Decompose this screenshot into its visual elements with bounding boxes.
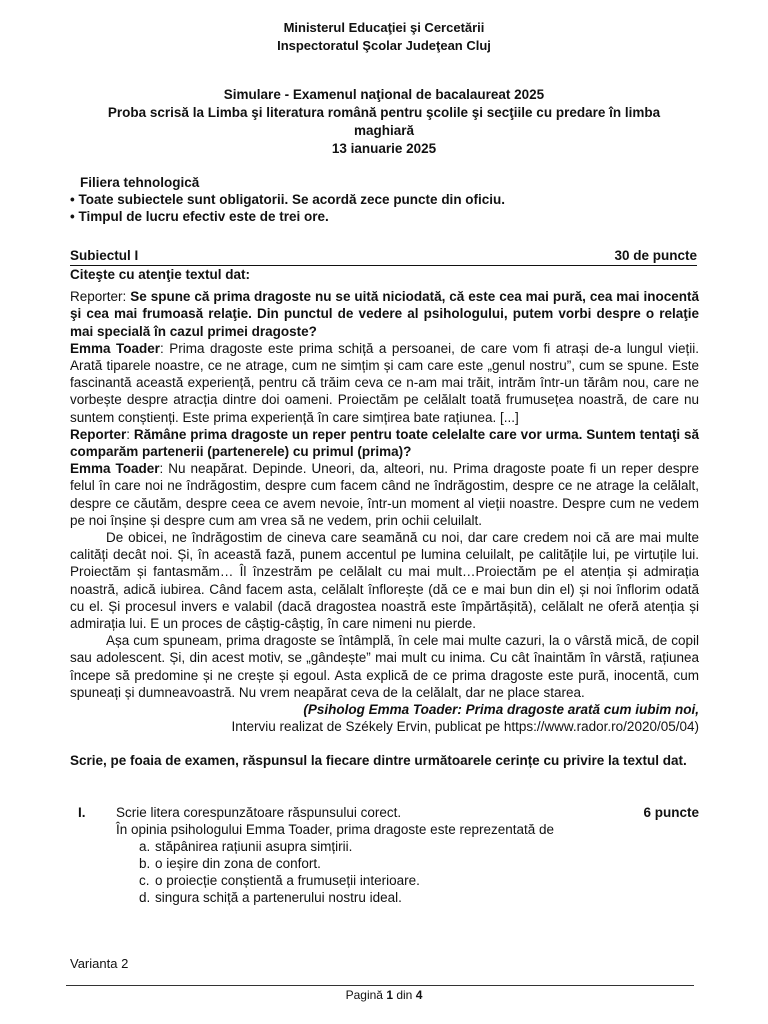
answer-options <box>139 838 699 906</box>
subject-heading <box>70 247 697 266</box>
rule-line-1: • Toate subiectele sunt obligatorii. Se acordă zece puncte din oficiu. <box>70 192 506 207</box>
filiera-label: Filiera tehnologică <box>80 175 200 190</box>
answer-option-a: a. stăpânirea rațiunii asupra simțirii. <box>139 839 353 854</box>
answer-paragraph-2: De obicei, ne îndrăgostim de cineva care seamănă cu noi, dar care credem noi că are mai multe calități decât noi. Și, în această fază, punem accentul pe lumina celuilalt, pe calitățile lui, pe virtuțile lui. Proiectăm și fantasmăm… Îl înzestrăm pe celălalt cu mai mult…Proiectăm pe el atenția și admirația noastră, adică iubirea. Când facem asta, celălalt înflorește (dă ce e mai bun din el) și noi înflorim odată cu el. Și procesul invers e valabil (dacă dragostea noastră este împărtășită), celălalt ne oferă atenția și admirația lui. E un proces de câștig-câștig, în care nimeni nu pierde. <box>70 530 699 632</box>
source-title: (Psiholog Emma Toader: Prima dragoste arată cum iubim noi, <box>303 702 699 718</box>
emma-answer-2: Emma Toader: Nu neapărat. Depinde. Uneori, da, alteori, nu. Prima dragoste poate fi un reper despre felul în care noi ne îndrăgostim, despre cum facem când ne îndrăgostim, despre ce ne atrage la celălalt, despre ce căutăm, despre ceea ce avem nevoie, într-un moment al vieții noastre. Despre cum ne vedem pe noi înșine și despre cum am vrea să ne vedem, prin ochii celuilalt. <box>70 461 699 528</box>
subject-points: 30 de puncte <box>614 248 697 263</box>
exam-title-line1: Simulare - Examenul naţional de bacalaureat 2025 <box>223 87 545 102</box>
emma-answer-1: Emma Toader: Prima dragoste este prima schiță a persoanei, de care vom fi atrași de-a lungul vieții. Arată tiparele noastre, ce ne atrage, cum ne simțim și cam care este „genul nostru”, cum se spune. Este fascinantă această experiență, pentru că trăim ceva ce n-am mai trăit, intrăm într-un tărâm nou, care ne vorbește despre atracția dintre doi oameni. Proiectăm pe celălalt toată frumusețea noastră, de care nu suntem conștienți. Este prima experiență în care simțirea bate rațiunea. [...] <box>70 340 699 425</box>
ministry-name: Ministerul Educaţiei şi Cercetării <box>283 20 485 35</box>
question-points: 6 puncte <box>643 805 699 820</box>
exam-date: 13 ianuarie 2025 <box>331 141 437 156</box>
reading-instruction: Citeşte cu atenţie textul dat: <box>70 267 251 282</box>
answer-option-c: c. o proiecție conștientă a frumuseții interioare. <box>139 873 420 888</box>
exam-title-line3: maghiară <box>353 123 415 138</box>
subject-name: Subiectul I <box>70 248 139 263</box>
answer-paragraph-3: Așa cum spuneam, prima dragoste se întâmplă, în cele mai multe cazuri, la o vârstă mică, de copil sau adolescent. Și, din acest motiv, se „gândește” mai mult cu inima. Cu cât înaintăm în vârstă, rațiunea începe să predomine și ne crește și egoul. Asta explică de ce prima dragoste este pură, inocentă, cum spuneați și dumneavoastră. Nu vrem neapărat ceva de la celălalt, dar ne place starea. <box>70 633 699 700</box>
question-number: I. <box>78 805 86 820</box>
interview-text <box>70 266 699 735</box>
footer-divider <box>66 985 694 986</box>
variant-label: Varianta 2 <box>70 956 129 971</box>
answer-option-d: d. singura schiță a partenerului nostru ideal. <box>139 890 402 905</box>
question-label: Scrie litera corespunzătoare răspunsului corect. <box>116 805 402 820</box>
answer-option-b: b. o ieșire din zona de confort. <box>139 856 321 871</box>
reporter-question-1: Reporter: Se spune că prima dragoste nu se uită niciodată, că este cea mai pură, cea mai inocentă şi cea mai frumoasă relaţie. Din punctul de vedere al psihologului, putem vorbi despre o relaţie mai specială în cazul primei dragoste? <box>70 289 699 339</box>
question-stem: În opinia psihologului Emma Toader, prima dragoste este reprezentată de <box>116 822 555 837</box>
task-intro: Scrie, pe foaia de examen, răspunsul la fiecare dintre următoarele cerințe cu privire la textul dat. <box>70 753 687 768</box>
reporter-question-2: Reporter: Rămâne prima dragoste un reper pentru toate celelalte care vor urma. Suntem tentaţi să comparăm partenerii (partenerele) cu primul (prima)? <box>70 426 699 460</box>
inspectorate-name: Inspectoratul Şcolar Judeţean Cluj <box>277 38 491 53</box>
page-number: Pagină 1 din 4 <box>345 988 423 1002</box>
exam-title-line2: Proba scrisă la Limba şi literatura română pentru şcolile şi secţiile cu predare în limba <box>107 105 661 120</box>
source-credit: Interviu realizat de Székely Ervin, publicat pe https://www.rador.ro/2020/05/04) <box>231 719 699 735</box>
rule-line-2: • Timpul de lucru efectiv este de trei ore. <box>70 209 329 224</box>
